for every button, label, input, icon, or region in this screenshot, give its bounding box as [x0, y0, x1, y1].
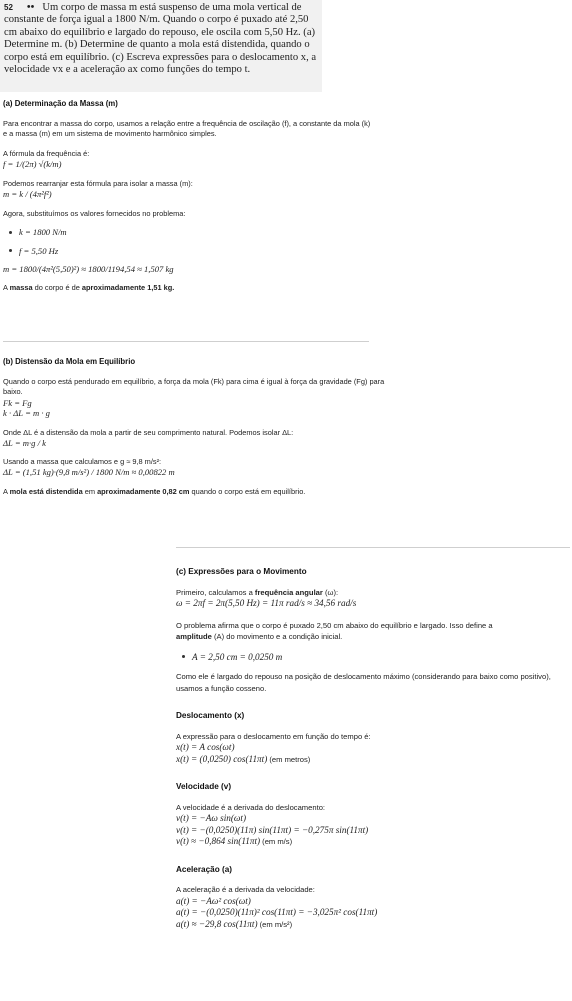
section-b [3, 357, 563, 497]
f-value: f = 5,50 Hz [19, 245, 59, 256]
freq-label: A fórmula da frequência é: [3, 148, 90, 158]
problem-number: 52 [4, 3, 13, 12]
acceleration-eq2: a(t) = −(0,0250)(11π)² cos(11πt) = −3,025π² cos(11πt) [176, 907, 378, 917]
section-b-intro: Quando o corpo está pendurado em equilíbrio, a força da mola (Fk) para cima é igual à força da gravidade (Fg) para baixo. [3, 376, 385, 396]
displacement-label: A expressão para o deslocamento em função do tempo é: [176, 731, 371, 741]
section-c [176, 566, 566, 930]
velocity-eq3: v(t) ≈ −0,864 sin(11πt) [176, 836, 261, 846]
problem-text: Um corpo de massa m está suspenso de uma mola vertical de constante de força igual a 1800 N/m. Quando o corpo é puxado até 2,50 cm abaixo do equilíbrio e largado do repouso, ele oscila com 5,50 Hz. (a) Determine m. (b) Determine de quanto a mola está distendida, quando o corpo está em equilíbrio. (c) Escreva expressões para o deslocamento x, a velocidade vx e a aceleração ax como funções do tempo t. [4, 2, 317, 76]
using-mass-label: Usando a massa que calculamos e g ≈ 9,8 m/s²: [3, 456, 162, 466]
amplitude-item [176, 652, 566, 663]
distension-result: A mola está distendida em aproximadamente 0,82 cm quando o corpo está em equilíbrio. [3, 486, 306, 496]
substitute-label: Agora, substituímos os valores fornecidos no problema: [3, 208, 186, 218]
k-value-item [3, 227, 563, 238]
section-a [3, 99, 563, 293]
problem-statement [0, 0, 322, 92]
bullet-dot [9, 249, 12, 252]
acceleration-unit: (em m/s²) [257, 919, 293, 929]
acceleration-eq1: a(t) = −Aω² cos(ωt) [176, 895, 251, 906]
section-b-title: (b) Distensão da Mola em Equilíbrio [3, 357, 136, 366]
mass-result: A massa do corpo é de aproximadamente 1,51 kg. [3, 282, 175, 292]
section-a-intro: Para encontrar a massa do corpo, usamos a relação entre a frequência de oscilação (f), a constante da mola (k) e a massa (m) em um sistema de movimento harmônico simples. [3, 118, 371, 138]
bullet-dot [9, 231, 12, 234]
f-value-item [3, 246, 563, 257]
mass-formula: m = k / (4π²f²) [3, 189, 52, 199]
divider [3, 341, 369, 342]
bullet-dot [182, 655, 185, 658]
velocity-eq2: v(t) = −(0,0250)(11π) sin(11πt) = −0,275π sin(11πt) [176, 824, 369, 835]
amplitude-value: A = 2,50 cm = 0,0250 m [192, 651, 283, 662]
displacement-eq2-line [176, 754, 566, 766]
displacement-title: Deslocamento (x) [176, 711, 245, 720]
omega-formula: ω = 2πf = 2π(5,50 Hz) = 11π rad/s ≈ 34,56 rad/s [176, 598, 357, 608]
velocity-title: Velocidade (v) [176, 782, 232, 791]
acceleration-title: Aceleração (a) [176, 864, 232, 874]
distension-label: Onde ΔL é a distensão da mola a partir de seu comprimento natural. Podemos isolar ΔL: [3, 427, 294, 437]
velocity-eq3-line [176, 836, 566, 848]
velocity-label: A velocidade é a derivada do deslocamento: [176, 802, 326, 812]
velocity-eq1: v(t) = −Aω sin(ωt) [176, 813, 247, 823]
omega-intro: Primeiro, calculamos a frequência angular (ω): [176, 587, 339, 597]
displacement-unit: (em metros) [267, 754, 311, 764]
acceleration-label: A aceleração é a derivada da velocidade: [176, 885, 315, 894]
section-c-title: (c) Expressões para o Movimento [176, 567, 307, 576]
rearrange-label: Podemos rearranjar esta fórmula para isolar a massa (m): [3, 178, 193, 188]
displacement-eq2: x(t) = (0,0250) cos(11πt) [176, 753, 268, 764]
distension-calculation: ΔL = (1,51 kg)·(9,8 m/s²) / 1800 N/m ≈ 0,00822 m [3, 467, 175, 477]
displacement-eq1: x(t) = A cos(ωt) [176, 742, 235, 752]
section-a-title: (a) Determinação da Massa (m) [3, 99, 118, 108]
distension-formula: ΔL = m·g / k [3, 438, 46, 448]
velocity-unit: (em m/s) [260, 837, 293, 846]
force-equation: Fk = Fg [3, 397, 32, 408]
freq-formula: f = 1/(2π) √(k/m) [3, 159, 62, 169]
hooke-equation: k · ΔL = m · g [3, 408, 50, 418]
k-value: k = 1800 N/m [19, 227, 67, 237]
amplitude-text: O problema afirma que o corpo é puxado 2,50 cm abaixo do equilíbrio e largado. Isso define a amplitude (A) do movimento e a condição inicial. [176, 620, 493, 641]
mass-calculation: m = 1800/(4π²(5,50)²) ≈ 1800/1194,54 ≈ 1,507 kg [3, 264, 174, 274]
acceleration-eq3: a(t) ≈ −29,8 cos(11πt) [176, 918, 258, 929]
acceleration-eq3-line [176, 919, 566, 931]
difficulty-marker: •• [26, 2, 35, 13]
divider [176, 547, 570, 548]
cosine-text: Como ele é largado do repouso na posição de deslocamento máximo (considerando para baixo como positivo), usamos a função cosseno. [176, 672, 551, 693]
